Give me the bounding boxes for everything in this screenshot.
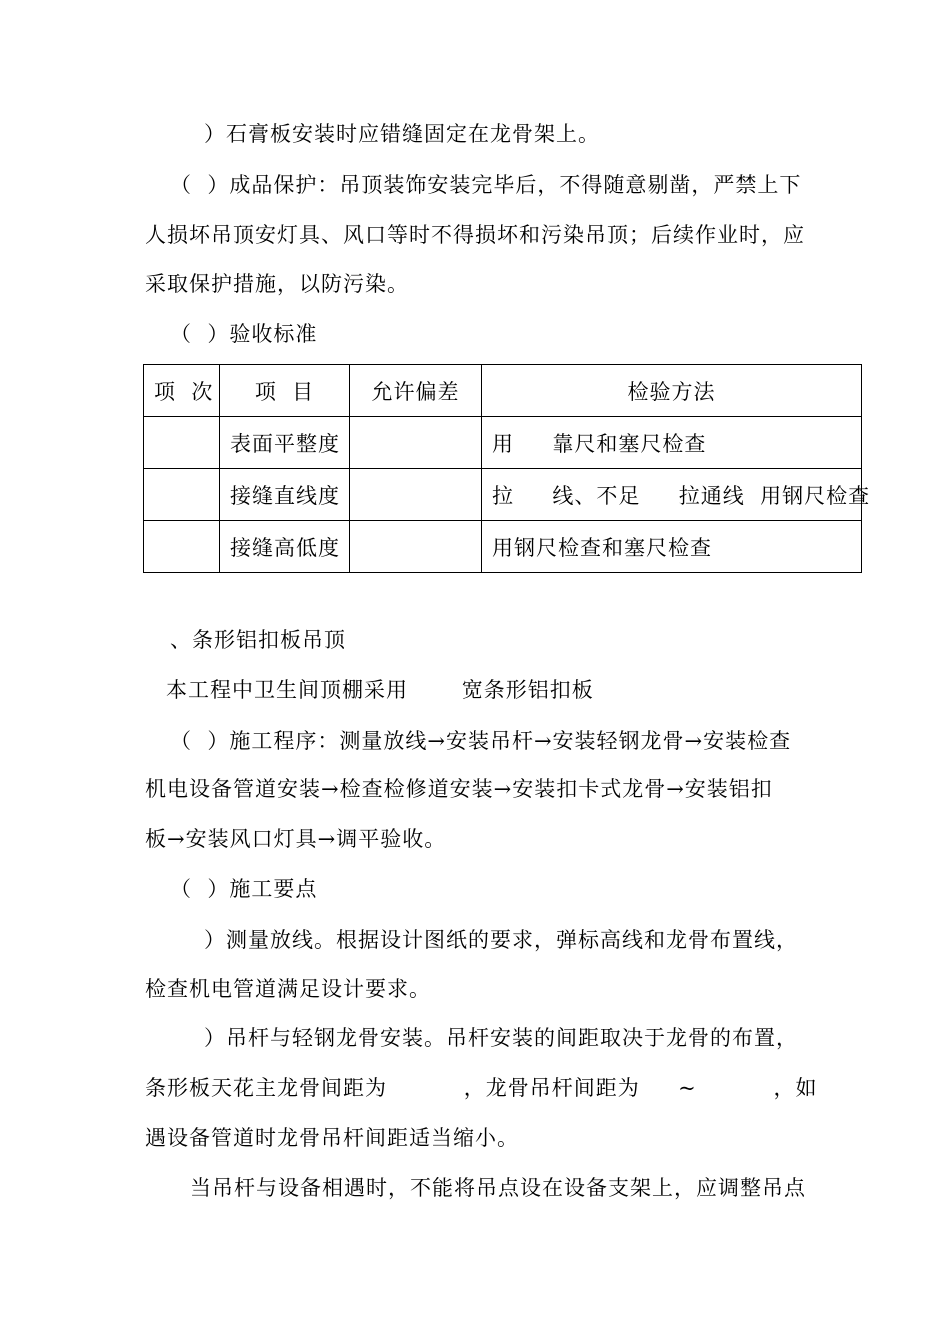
table-cell: 用钢尺检查和塞尺检查 [482,521,862,573]
paragraph: 人损坏吊顶安灯具、风口等时不得损坏和污染吊顶；后续作业时，应 [145,223,805,247]
table-row [144,521,862,573]
table-header-cell: 允许偏差 [350,365,482,417]
table-header-cell: 检验方法 [482,365,862,417]
paragraph: 本工程中卫生间顶棚采用 宽条形铝扣板 [166,678,594,702]
table-row [144,469,862,521]
paragraph: 采取保护措施，以防污染。 [145,272,409,296]
table-cell: 接缝直线度 [220,469,350,521]
paragraph: 当吊杆与设备相遇时，不能将吊点设在设备支架上，应调整吊点 [190,1176,806,1200]
paragraph: 机电设备管道安装→检查检修道安装→安装扣卡式龙骨→安装铝扣 [145,777,773,801]
paragraph: （ ）施工程序：测量放线→安装吊杆→安装轻钢龙骨→安装检查 [170,729,792,753]
table-cell [350,417,482,469]
table-header-row [144,365,862,417]
paragraph: ）吊杆与轻钢龙骨安装。吊杆安装的间距取决于龙骨的布置， [204,1026,798,1050]
subheading: （ ）施工要点 [170,877,318,901]
paragraph: 条形板天花主龙骨间距为 ，龙骨吊杆间距为 ~ ，如 [145,1076,818,1100]
section-heading: 、条形铝扣板吊顶 [170,628,346,652]
table-cell [144,417,220,469]
paragraph: ）石膏板安装时应错缝固定在龙骨架上。 [204,122,600,146]
paragraph: 遇设备管道时龙骨吊杆间距适当缩小。 [145,1126,519,1150]
table-cell [350,469,482,521]
table-cell: 接缝高低度 [220,521,350,573]
paragraph: ）测量放线。根据设计图纸的要求，弹标高线和龙骨布置线， [204,928,798,952]
table-cell [144,469,220,521]
paragraph: 板→安装风口灯具→调平验收。 [145,827,447,851]
table-cell: 用 靠尺和塞尺检查 [482,417,862,469]
table-row [144,417,862,469]
paragraph: （ ）成品保护：吊顶装饰安装完毕后，不得随意剔凿，严禁上下 [170,173,802,197]
acceptance-standard-table [143,364,871,573]
table-cell [144,521,220,573]
paragraph: 检查机电管道满足设计要求。 [145,977,431,1001]
table-cell: 表面平整度 [220,417,350,469]
table-cell: 拉 线、不足 拉通线 用钢尺检查 [482,469,862,521]
subheading: （ ）验收标准 [170,322,318,346]
table-header-cell: 项 目 [220,365,350,417]
table-header-cell: 项 次 [144,365,220,417]
table-cell [350,521,482,573]
